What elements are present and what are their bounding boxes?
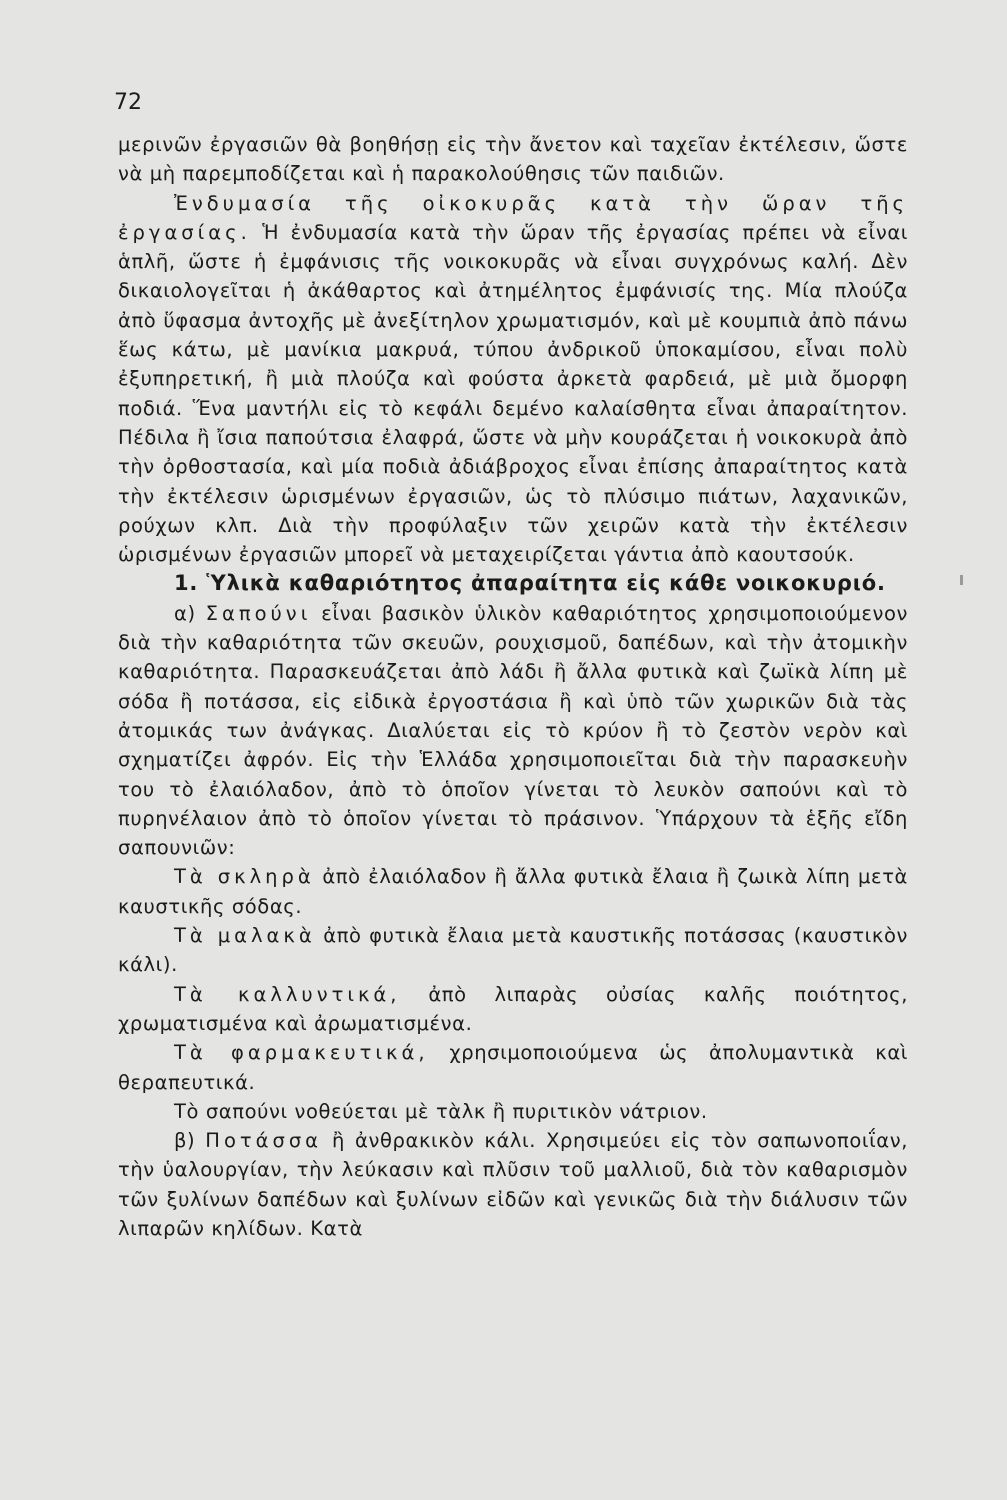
term-soap: Σαπούνι xyxy=(205,601,312,625)
term-potash: Ποτάσσα xyxy=(205,1129,323,1153)
section-title-clothing: Ἐνδυμασία τῆς οἰκοκυρᾶς κατὰ τὴν ὥραν τῆς ἐργασίας. xyxy=(118,191,908,244)
paragraph-adulteration: Τὸ σαπούνι νοθεύεται μὲ τὰλκ ἢ πυριτικὸν νάτριον. xyxy=(174,1099,708,1123)
paragraph-clothing xyxy=(118,189,908,570)
scan-mark xyxy=(960,575,963,585)
paragraph-cosmetic-soap xyxy=(118,980,908,1039)
term-soft-soap: Τὰ μαλακὰ xyxy=(174,924,316,948)
paragraph-hard-soap xyxy=(118,862,908,921)
term-medicinal-soap: Τὰ φαρμακευτικά, xyxy=(174,1041,429,1065)
paragraph-hard-soap-text: ἀπὸ ἐλαιόλαδον ἢ ἄλλα φυτικὰ ἔλαια ἢ ζωικὰ λίπη μετὰ καυστικῆς σόδας. xyxy=(118,865,908,918)
page-number: 72 xyxy=(114,90,142,115)
section-heading: 1. Ὑλικὰ καθαριότητος ἀπαραίτητα εἰς κάθε νοικοκυριό. xyxy=(174,571,886,596)
body-text xyxy=(118,130,908,1243)
paragraph-medicinal-soap xyxy=(118,1038,908,1097)
item-marker-a: α) xyxy=(174,601,206,625)
paragraph-soap-text: εἶναι βασικὸν ὑλικὸν καθαριότητος χρησιμοποιούμενον διὰ τὴν καθαριότητα τῶν σκευῶν, ρουχισμοῦ, δαπέδων, καὶ τὴν ἀτομικὴν καθαριότητα. Παρασκευάζεται ἀπὸ λάδι ἢ ἄλλα φυτικὰ καὶ ζωϊκὰ λίπη μὲ σόδα ἢ ποτάσσα, εἰς εἰδικὰ ἐργοστάσια ἢ καὶ ὑπὸ τῶν χωρικῶν διὰ τὰς ἀτομικάς των ἀνάγκας. Διαλύεται εἰς τὸ κρύον ἢ τὸ ζεστὸν νερὸν καὶ σχηματίζει ἀφρόν. Εἰς τὴν Ἑλλάδα χρησιμοποιεῖται διὰ τὴν παρασκευὴν του τὸ ἐλαιόλαδον, ἀπὸ τὸ ὁποῖον γίνεται τὸ λευκὸν σαπούνι καὶ τὸ πυρηνέλαιον ἀπὸ τὸ ὁποῖον γίνεται τὸ πράσινον. Ὑπάρχουν τὰ ἑξῆς εἴδη σαπουνιῶν: xyxy=(118,601,908,860)
paragraph-cosmetic-soap-text: ἀπὸ λιπαρὰς οὐσίας καλῆς ποιότητος, χρωματισμένα καὶ ἀρωματισμένα. xyxy=(118,982,908,1035)
paragraph-potash-text: ἢ ἀνθρακικὸν κάλι. Χρησιμεύει εἰς τὸν σαπωνοποιΐαν, τὴν ὑαλουργίαν, τὴν λεύκασιν καὶ πλῦσιν τοῦ μαλλιοῦ, διὰ τὸν καθαρισμὸν τῶν ξυλίνων δαπέδων καὶ ξυλίνων εἰδῶν καὶ γενικῶς διὰ τὴν διάλυσιν τῶν λιπαρῶν κηλίδων. Κατὰ xyxy=(118,1129,908,1240)
paragraph-medicinal-soap-text: χρησιμοποιούμενα ὡς ἀπολυμαντικὰ καὶ θεραπευτικά. xyxy=(118,1041,908,1094)
term-hard-soap: Τὰ σκληρὰ xyxy=(174,865,315,889)
paragraph-continuation: μερινῶν ἐργασιῶν θὰ βοηθήσῃ εἰς τὴν ἄνετον καὶ ταχεῖαν ἐκτέλεσιν, ὥστε νὰ μὴ παρεμποδίζεται καὶ ἡ παρακολούθησις τῶν παιδιῶν. xyxy=(118,133,908,186)
term-cosmetic-soap: Τὰ καλλυντικά, xyxy=(174,982,401,1006)
paragraph-clothing-text: Ἡ ἐνδυμασία κατὰ τὴν ὥραν τῆς ἐργασίας πρέπει νὰ εἶναι ἁπλῆ, ὥστε ἡ ἐμφάνισις τῆς νοικοκυρᾶς νὰ εἶναι συγχρόνως καλή. Δὲν δικαιολογεῖται ἡ ἀκάθαρτος καὶ ἀτημέλητος ἐμφάνισίς της. Μία πλούζα ἀπὸ ὕφασμα ἀντοχῆς μὲ ἀνεξίτηλον χρωματισμόν, καὶ μὲ κουμπιὰ ἀπὸ πάνω ἕως κάτω, μὲ μανίκια μακρυά, τύπου ἀνδρικοῦ ὑποκαμίσου, εἶναι πολὺ ἐξυπηρετική, ἢ μιὰ πλούζα καὶ φούστα ἀρκετὰ φαρδειά, μὲ μιὰ ὄμορφη ποδιά. Ἕνα μαντήλι εἰς τὸ κεφάλι δεμένο καλαίσθητα εἶναι ἀπαραίτητον. Πέδιλα ἢ ἴσια παπούτσια ἐλαφρά, ὥστε νὰ μὴν κουράζεται ἡ νοικοκυρὰ ἀπὸ τὴν ὀρθοστασία, καὶ μία ποδιὰ ἀδιάβροχος εἶναι ἐπίσης ἀπαραίτητος κατὰ τὴν ἐκτέλεσιν ὡρισμένων ἐργασιῶν, ὡς τὸ πλύσιμο πιάτων, λαχανικῶν, ρούχων κλπ. Διὰ τὴν προφύλαξιν τῶν χειρῶν κατὰ τὴν ἐκτέλεσιν ὡρισμένων ἐργασιῶν μπορεῖ νὰ μεταχειρίζεται γάντια ἀπὸ καουτσούκ. xyxy=(118,220,908,567)
item-marker-b: β) xyxy=(174,1129,206,1153)
paragraph-soft-soap-text: ἀπὸ φυτικὰ ἔλαια μετὰ καυστικῆς ποτάσσας (καυστικὸν κάλι). xyxy=(118,924,908,977)
paragraph-potash xyxy=(118,1126,908,1243)
paragraph-soap xyxy=(118,599,908,863)
paragraph-soft-soap xyxy=(118,921,908,980)
